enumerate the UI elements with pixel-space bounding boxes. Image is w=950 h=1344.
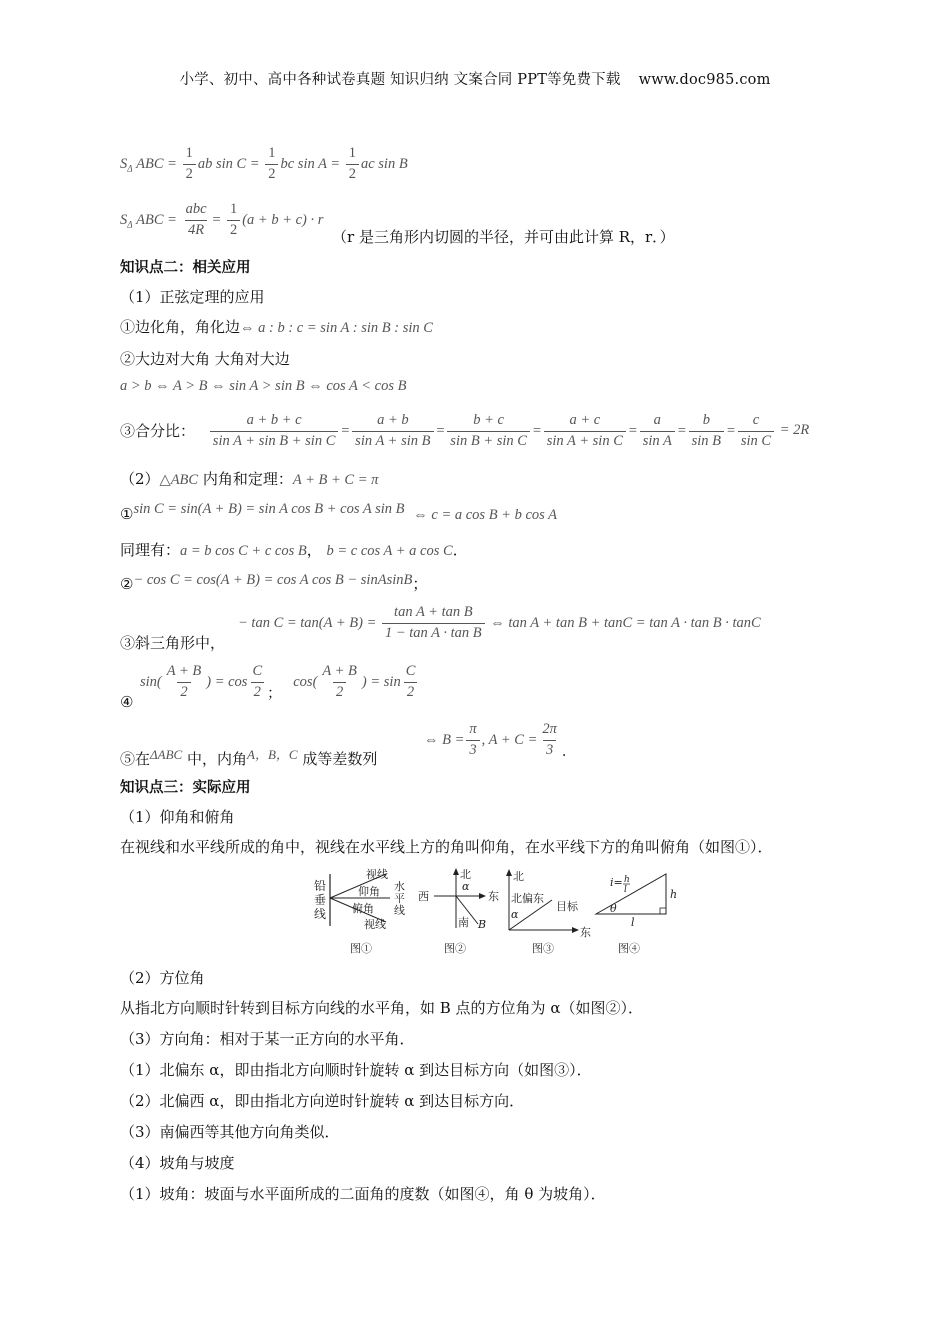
svg-text:东: 东 — [580, 926, 591, 939]
svg-text:视线: 视线 — [366, 868, 388, 881]
svg-text:α: α — [511, 908, 519, 921]
relation-5-math: sin( $\frac{A + B}{2}$ ) = cos $\frac{C}{2}$ ； cos( $\frac{A + B}{2}$ ) = sin $\frac{C}{2}$ — [140, 663, 416, 702]
kp3-paragraph-2: 从指北方向顺时针转到目标方向线的水平角，如 B 点的方位角为 α（如图②）． — [120, 999, 643, 1017]
kp2-sub1: （1）正弦定理的应用 — [120, 288, 265, 306]
item1: ①边化角，角化边⇔ a : b : c = sin A : sin B : sin C — [120, 318, 433, 336]
svg-text:北: 北 — [460, 868, 471, 881]
svg-text:l: l — [631, 916, 635, 929]
equals-sign: = — [676, 422, 687, 439]
svg-text:图③: 图③ — [532, 942, 554, 955]
ratio-fraction: $\frac{c}{\text{sin C}}$ — [738, 413, 774, 450]
relation-3: ②− cos C = cos(A + B) = cos A cos B − sinAsinB； — [120, 572, 428, 593]
svg-text:南: 南 — [458, 916, 469, 929]
svg-text:B: B — [478, 918, 487, 931]
svg-text:平: 平 — [394, 892, 405, 905]
svg-text:图①: 图① — [350, 942, 372, 955]
svg-text:铅: 铅 — [314, 879, 327, 893]
svg-text:俯角: 俯角 — [352, 902, 374, 915]
relation-1: ①sin C = sin(A + B) = sin A cos B + cos A sin B ⇔ c = a cos B + b cos A — [120, 501, 558, 523]
header-url[interactable]: www.doc985.com — [638, 72, 771, 88]
svg-text:水: 水 — [394, 880, 405, 893]
svg-text:东: 东 — [488, 890, 499, 903]
svg-text:线: 线 — [394, 904, 405, 917]
equals-sign: = — [435, 422, 446, 439]
equals-sign: = — [340, 422, 351, 439]
svg-text:视线: 视线 — [364, 918, 386, 931]
page-header — [0, 68, 950, 89]
relation-4-text: ③斜三角形中， — [120, 634, 226, 652]
area-note: （r 是三角形内切圆的半径，并可由此计算 R，r．） — [332, 228, 675, 246]
relation-5-pre: ④ — [120, 693, 134, 711]
ratio-fraction: $\frac{a + c}{\text{sin A + sin C}}$ — [544, 413, 626, 450]
kp2-sub2: （2）△ABC 内角和定理：A + B + C = π — [120, 470, 379, 488]
relation-4-math: − tan C = tan(A + B) = $\frac{\text{tan A + tan B}}{\text{1 − tan A · tan B}}$ ⇔ tan A + tan B + tanC = tan A · tan B · tanC — [238, 604, 761, 641]
kp3-paragraph-3a: （1）北偏东 α，即由指北方向顺时针旋转 α 到达目标方向（如图③）． — [120, 1061, 592, 1079]
item3: ③合分比： $\frac{a + b + c}{\text{sin A + sin B + sin C}}$ = $\frac{a + b}{\text{sin A + sin B}}$ = $\frac{b + c}{\text{sin B + sin C}}$ = $\frac{a + c}{\text{sin A + sin C}}$ = $\frac{a}{\text{sin A}}$ = $\frac{b}{\text{sin B}}$ = $\frac{c}{\text{sin C}}$ = 2R — [120, 412, 810, 449]
kp3-sub2: （2）方位角 — [120, 969, 205, 987]
kp3-paragraph-4: （1）坡角：坡面与水平面所成的二面角的度数（如图④，角 θ 为坡角）． — [120, 1185, 606, 1203]
equals-sign: = — [627, 422, 638, 439]
ratio-fraction: $\frac{b}{\text{sin B}}$ — [689, 413, 724, 450]
figure-4 — [596, 874, 677, 955]
svg-text:目标: 目标 — [556, 900, 578, 913]
ratio-fraction: $\frac{a}{\text{sin A}}$ — [640, 413, 675, 450]
figure-1 — [314, 867, 405, 955]
svg-text:i=: i= — [610, 876, 623, 889]
kp3-paragraph-1: 在视线和水平线所成的角中，视线在水平线上方的角叫仰角，在水平线下方的角叫俯角（如图①）． — [120, 838, 773, 856]
ratio-fraction: $\frac{b + c}{\text{sin B + sin C}}$ — [447, 413, 530, 450]
kp2-title: 知识点二：相关应用 — [120, 260, 251, 276]
svg-text:l: l — [624, 885, 627, 895]
header-text: 小学、初中、高中各种试卷真题 知识归纳 文案合同 PPT等免费下载 — [179, 72, 621, 88]
area-formula-1: $S_\Delta$ ABC = $\frac{1}{2}$ ab sin C = $\frac{1}{2}$ bc sin A = $\frac{1}{2}$ ac sin B — [120, 145, 408, 182]
svg-text:h: h — [670, 888, 678, 901]
kp3-sub4: （4）坡角与坡度 — [120, 1154, 235, 1172]
svg-text:北: 北 — [513, 870, 524, 883]
kp3-paragraph-3c: （3）南偏西等其他方向角类似． — [120, 1123, 340, 1141]
equals-sign: = — [726, 422, 736, 439]
svg-text:h: h — [624, 875, 630, 885]
relation-2: 同理有：a = b cos C + c cos B， b = c cos A + a cos C． — [120, 541, 468, 559]
ratio-fraction: $\frac{a + b}{\text{sin A + sin B}}$ — [352, 413, 433, 450]
svg-text:西: 西 — [418, 890, 429, 903]
kp3-title: 知识点三：实际应用 — [120, 780, 251, 796]
svg-text:仰角: 仰角 — [358, 885, 380, 898]
svg-text:θ: θ — [610, 902, 617, 915]
item2-math: a > b ⇔ A > B ⇔ sin A > sin B ⇔ cos A < cos B — [120, 378, 407, 394]
item2-text: ②大边对大角 大角对大边 — [120, 350, 290, 368]
kp3-paragraph-3b: （2）北偏西 α，即由指北方向逆时针旋转 α 到达目标方向． — [120, 1092, 525, 1110]
kp3-sub3: （3）方向角：相对于某一正方向的水平角． — [120, 1030, 415, 1048]
equals-sign: = — [531, 422, 542, 439]
svg-text:图④: 图④ — [618, 942, 640, 955]
relation-6-math: ⇔ B = $\frac{\pi}{3}$ , A + C = $\frac{2\pi}{3}$ ． — [424, 721, 577, 760]
figures-panel — [306, 866, 686, 960]
svg-text:线: 线 — [314, 907, 327, 921]
figure-3 — [506, 869, 591, 955]
area-formula-2: $S_\Delta$ ABC = $\frac{\text{abc}}{4R}$ = $\frac{1}{2}$ (a + b + c) · r — [120, 201, 324, 238]
kp3-sub1: （1）仰角和俯角 — [120, 808, 235, 826]
relation-6: ⑤在ΔABC 中，内角A，B，C 成等差数列 — [120, 747, 378, 768]
ratio-fraction: $\frac{a + b + c}{\text{sin A + sin B + sin C}}$ — [210, 413, 339, 450]
svg-text:北偏东: 北偏东 — [511, 892, 544, 905]
figure-2 — [418, 868, 499, 955]
svg-text:α: α — [462, 880, 470, 893]
svg-text:垂: 垂 — [314, 893, 327, 907]
svg-text:图②: 图② — [444, 942, 466, 955]
